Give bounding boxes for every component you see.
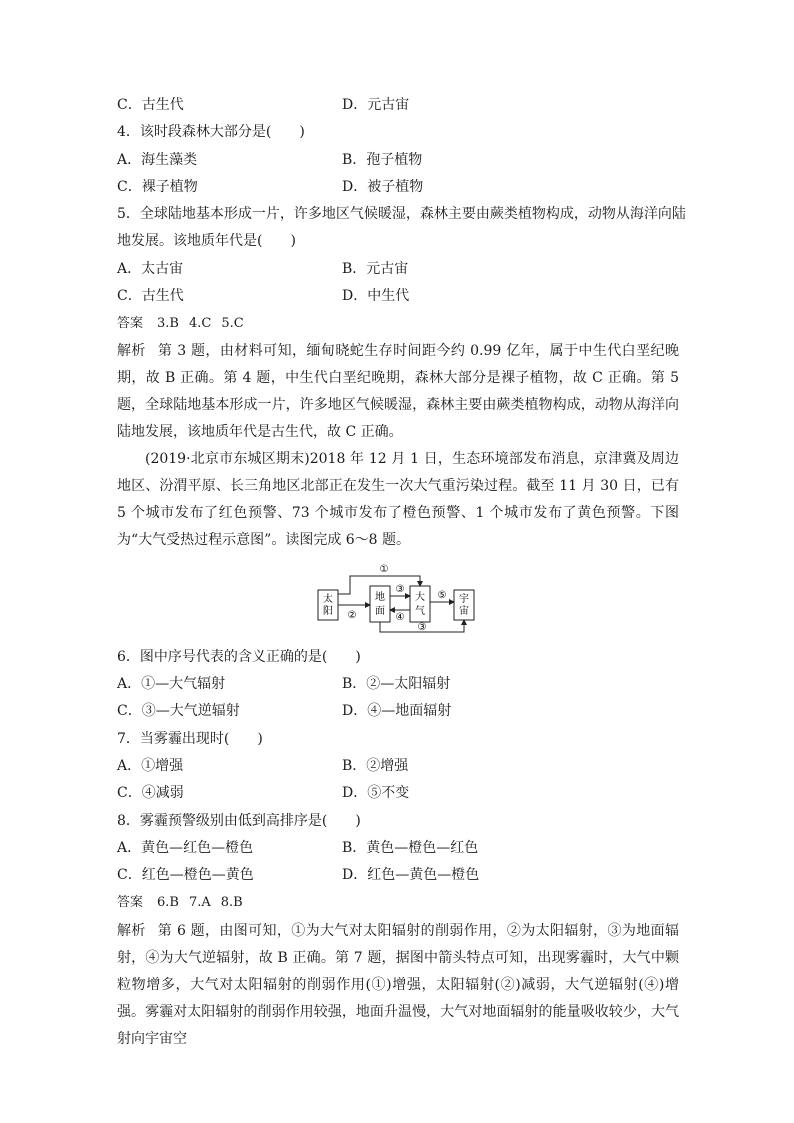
- q5-option-c: C．古生代: [117, 288, 184, 304]
- label-5: ⑤: [437, 590, 447, 601]
- q7-option-d: D．⑤不变: [342, 785, 410, 801]
- q3-option-d: D．元古宙: [342, 97, 410, 113]
- ground-label-2: 面: [375, 606, 385, 617]
- q5-option-d: D．中生代: [342, 288, 410, 304]
- q3-option-c: C．古生代: [117, 97, 184, 113]
- analysis-text: 第 6 题，由图可知，①为大气对太阳辐射的削弱作用，②为太阳辐射，③为地面辐射，④为大气逆辐射，故 B 正确。第 7 题，据图中箭头特点可知，出现雾霾时，大气中颗粒物增多，大气对太阳辐射的削弱作用(①)增强，太阳辐射(②)减弱，大气逆辐射(④)增强。雾霾对太阳辐射的削弱作用较强，地面升温慢，大气对地面辐射的能量吸收较少，大气射向宇宙空: [117, 923, 679, 1047]
- answer-item: 5.C: [221, 316, 244, 331]
- q4-option-c: C．裸子植物: [117, 179, 198, 195]
- q7-option-b: B．②增强: [342, 758, 409, 774]
- analysis-label: 解析: [117, 343, 146, 359]
- answer-item: 6.B: [157, 895, 179, 910]
- q5-option-b: B．元古宙: [342, 261, 409, 277]
- sun-label-1: 太: [323, 594, 333, 605]
- label-3-top: ③: [395, 584, 405, 595]
- answer-label: 答案: [117, 316, 144, 331]
- q5-stem-line1: 5．全球陆地基本形成一片，许多地区气候暖湿，森林主要由蕨类植物构成，动物从海洋向陆: [117, 206, 686, 222]
- space-label-1: 宇: [459, 594, 469, 605]
- q4-option-a: A．海生藻类: [117, 152, 198, 168]
- q8-stem: 8．雾霾预警级别由低到高排序是( ): [117, 813, 361, 829]
- q7-option-a: A．①增强: [117, 758, 184, 774]
- q6-option-c: C．③—大气逆辐射: [117, 703, 240, 719]
- answer-row-2: [117, 893, 253, 913]
- label-3-bottom: ③: [417, 622, 427, 633]
- q6-stem: 6．图中序号代表的含义正确的是( ): [117, 649, 361, 665]
- analysis-paragraph-2: [117, 918, 679, 1053]
- q8-option-d: D．红色—黄色—橙色: [342, 867, 480, 883]
- atmosphere-heating-diagram: [314, 558, 490, 638]
- q8-option-c: C．红色—橙色—黄色: [117, 867, 254, 883]
- answer-item: 4.C: [188, 316, 212, 331]
- q8-option-a: A．黄色—红色—橙色: [117, 840, 254, 856]
- atmosphere-label-1: 大: [415, 592, 425, 603]
- q5-option-a: A．太古宙: [117, 261, 184, 277]
- analysis-label: 解析: [117, 923, 146, 939]
- q4-option-d: D．被子植物: [342, 179, 424, 195]
- q6-option-d: D．④—地面辐射: [342, 703, 452, 719]
- material-paragraph: (2019·北京市东城区期末)2018 年 12 月 1 日，生态环境部发布消息，京津冀及周边地区、汾渭平原、长三角地区北部正在发生一次大气重污染过程。截至 11 月 30 日，已有 5 个城市发布了红色预警、73 个城市发布了橙色预警、1 个城市发布了黄色预警。下图为“大气受热过程示意图”。读图完成 6～8 题。: [117, 451, 679, 548]
- answer-item: 7.A: [188, 895, 211, 910]
- sun-label-2: 阳: [323, 606, 333, 617]
- q7-option-c: C．④减弱: [117, 785, 184, 801]
- q6-option-a: A．①—大气辐射: [117, 676, 226, 692]
- q6-option-b: B．②—太阳辐射: [342, 676, 451, 692]
- answer-row-1: [117, 314, 254, 334]
- answer-item: 3.B: [157, 316, 179, 331]
- q4-stem: 4．该时段森林大部分是( ): [117, 124, 305, 140]
- label-4: ④: [395, 612, 405, 623]
- label-2: ②: [347, 610, 357, 621]
- q4-option-b: B．孢子植物: [342, 152, 423, 168]
- ground-label-1: 地: [375, 592, 385, 603]
- q5-stem-line2: 地发展。该地质年代是( ): [117, 233, 296, 249]
- analysis-paragraph-1: [117, 338, 679, 446]
- answer-label: 答案: [117, 895, 144, 910]
- analysis-text: 第 3 题，由材料可知，缅甸晓蛇生存时间距今约 0.99 亿年，属于中生代白垩纪晚期，故 B 正确。第 4 题，中生代白垩纪晚期，森林大部分是裸子植物，故 C 正确。第 5 题，全球陆地基本形成一片，许多地区气候暖湿，森林主要由蕨类植物构成，动物从海洋向陆地发展，该地质年代是古生代，故 C 正确。: [117, 343, 679, 440]
- q8-option-b: B．黄色—橙色—红色: [342, 840, 479, 856]
- space-label-2: 宙: [459, 606, 469, 617]
- answer-item: 8.B: [220, 895, 243, 910]
- q7-stem: 7．当雾霾出现时( ): [117, 731, 263, 747]
- label-1: ①: [379, 564, 389, 575]
- atmosphere-label-2: 气: [415, 606, 425, 617]
